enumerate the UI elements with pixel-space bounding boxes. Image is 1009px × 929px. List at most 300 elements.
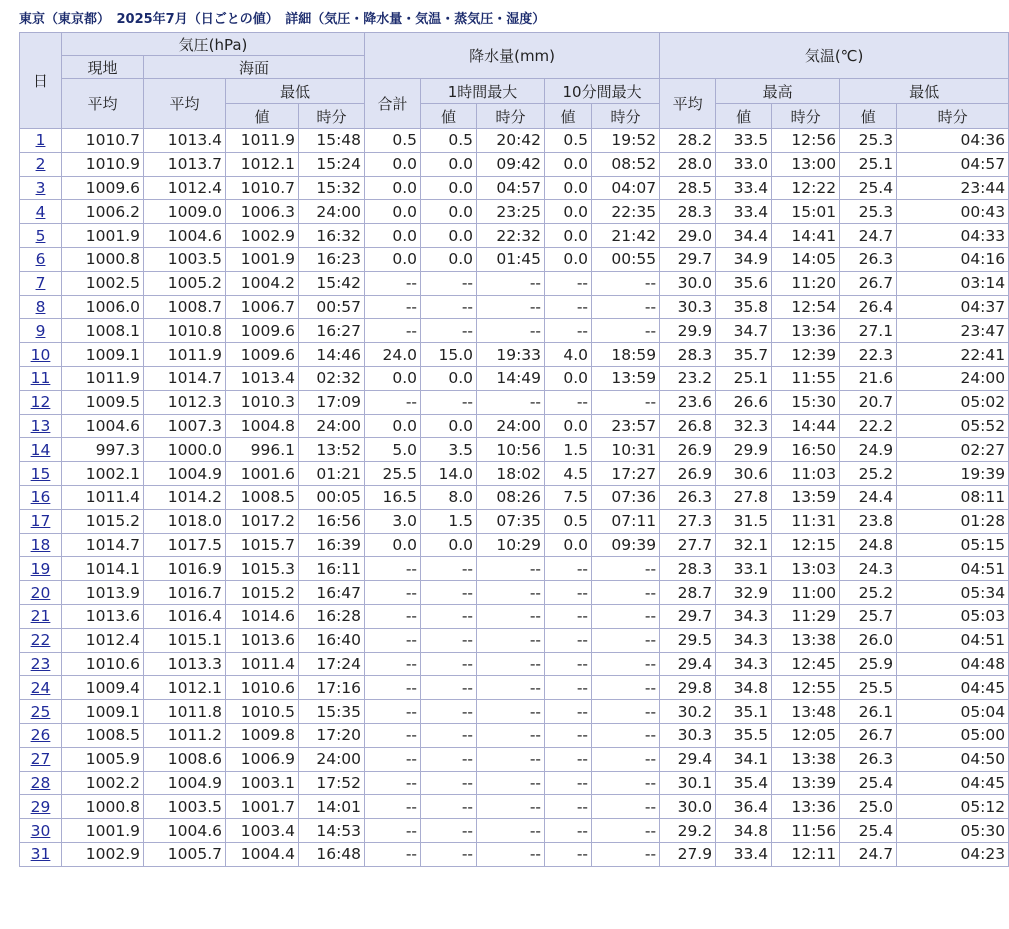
cell-sea-avg: 1014.2 — [144, 485, 226, 509]
cell-temp-min-value: 25.3 — [840, 129, 897, 153]
cell-temp-min-time: 04:51 — [897, 557, 1009, 581]
cell-sea-min-value: 1009.6 — [226, 319, 299, 343]
cell-max10m-time: -- — [592, 581, 660, 605]
cell-temp-avg: 30.0 — [660, 271, 716, 295]
cell-temp-avg: 27.7 — [660, 533, 716, 557]
cell-station-avg: 1010.6 — [62, 652, 144, 676]
cell-precip-total: -- — [365, 747, 421, 771]
cell-sea-min-time: 16:32 — [299, 224, 365, 248]
table-row — [20, 819, 1009, 843]
cell-day — [20, 200, 62, 224]
cell-sea-min-value: 1015.7 — [226, 533, 299, 557]
cell-day — [20, 604, 62, 628]
table-row — [20, 581, 1009, 605]
cell-precip-total: -- — [365, 319, 421, 343]
day-link[interactable]: 25 — [30, 702, 51, 721]
cell-max1h-value: 3.5 — [421, 438, 477, 462]
header-max10m-value: 値 — [545, 104, 592, 129]
cell-temp-min-time: 23:47 — [897, 319, 1009, 343]
cell-precip-total: -- — [365, 581, 421, 605]
table-row — [20, 152, 1009, 176]
cell-max10m-value: -- — [545, 628, 592, 652]
cell-temp-avg: 30.1 — [660, 771, 716, 795]
cell-day — [20, 414, 62, 438]
cell-sea-avg: 1012.4 — [144, 176, 226, 200]
header-temp-min-time: 時分 — [897, 104, 1009, 129]
day-link[interactable]: 5 — [35, 226, 46, 245]
cell-sea-min-time: 16:39 — [299, 533, 365, 557]
cell-sea-avg: 1012.3 — [144, 390, 226, 414]
cell-station-avg: 1010.7 — [62, 129, 144, 153]
cell-day — [20, 628, 62, 652]
cell-temp-max-value: 34.3 — [716, 628, 772, 652]
day-link[interactable]: 17 — [30, 512, 51, 531]
cell-precip-total: 25.5 — [365, 462, 421, 486]
cell-temp-min-time: 04:36 — [897, 129, 1009, 153]
cell-max1h-time: -- — [477, 319, 545, 343]
cell-sea-avg: 1010.8 — [144, 319, 226, 343]
day-link[interactable]: 15 — [30, 464, 51, 483]
cell-day — [20, 676, 62, 700]
cell-max1h-time: -- — [477, 581, 545, 605]
cell-max10m-value: 0.0 — [545, 533, 592, 557]
table-row — [20, 747, 1009, 771]
cell-temp-max-value: 34.3 — [716, 652, 772, 676]
day-link[interactable]: 21 — [30, 607, 51, 626]
cell-sea-min-time: 16:23 — [299, 247, 365, 271]
cell-temp-avg: 23.2 — [660, 366, 716, 390]
cell-max1h-value: 0.5 — [421, 129, 477, 153]
cell-precip-total: 5.0 — [365, 438, 421, 462]
cell-day — [20, 723, 62, 747]
cell-sea-avg: 1000.0 — [144, 438, 226, 462]
cell-max10m-value: -- — [545, 652, 592, 676]
cell-temp-max-time: 14:44 — [772, 414, 840, 438]
header-temperature: 気温(℃) — [660, 33, 1009, 79]
cell-max10m-value: 0.0 — [545, 366, 592, 390]
cell-max10m-time: 08:52 — [592, 152, 660, 176]
cell-max10m-time: 07:11 — [592, 509, 660, 533]
cell-station-avg: 997.3 — [62, 438, 144, 462]
cell-sea-min-time: 15:32 — [299, 176, 365, 200]
cell-temp-max-time: 13:59 — [772, 485, 840, 509]
cell-max1h-time: -- — [477, 628, 545, 652]
cell-station-avg: 1009.1 — [62, 343, 144, 367]
cell-temp-min-value: 25.9 — [840, 652, 897, 676]
cell-temp-avg: 28.7 — [660, 581, 716, 605]
day-link[interactable]: 10 — [30, 345, 51, 364]
cell-sea-min-time: 24:00 — [299, 414, 365, 438]
cell-temp-max-time: 14:05 — [772, 247, 840, 271]
cell-temp-avg: 26.3 — [660, 485, 716, 509]
cell-precip-total: 16.5 — [365, 485, 421, 509]
cell-temp-max-value: 32.9 — [716, 581, 772, 605]
cell-sea-min-value: 1013.4 — [226, 366, 299, 390]
day-link[interactable]: 13 — [30, 416, 51, 435]
header-pressure: 気圧(hPa) — [62, 33, 365, 56]
cell-temp-min-time: 05:30 — [897, 819, 1009, 843]
cell-temp-max-time: 11:56 — [772, 819, 840, 843]
cell-temp-max-value: 34.3 — [716, 604, 772, 628]
cell-max10m-time: 21:42 — [592, 224, 660, 248]
day-link[interactable]: 28 — [30, 773, 51, 792]
cell-max1h-value: 0.0 — [421, 366, 477, 390]
cell-temp-max-time: 11:29 — [772, 604, 840, 628]
cell-temp-min-time: 24:00 — [897, 366, 1009, 390]
cell-max1h-time: -- — [477, 604, 545, 628]
cell-sea-min-value: 1004.8 — [226, 414, 299, 438]
cell-temp-min-time: 02:27 — [897, 438, 1009, 462]
cell-sea-min-time: 16:27 — [299, 319, 365, 343]
day-link[interactable]: 19 — [30, 559, 51, 578]
cell-temp-avg: 30.2 — [660, 700, 716, 724]
cell-sea-min-value: 1001.9 — [226, 247, 299, 271]
cell-precip-total: -- — [365, 295, 421, 319]
day-link[interactable]: 16 — [30, 488, 51, 507]
cell-sea-min-time: 01:21 — [299, 462, 365, 486]
cell-day — [20, 176, 62, 200]
cell-temp-max-time: 12:54 — [772, 295, 840, 319]
cell-station-avg: 1000.8 — [62, 795, 144, 819]
day-link[interactable]: 11 — [30, 369, 51, 388]
cell-max10m-value: 1.5 — [545, 438, 592, 462]
cell-max1h-time: -- — [477, 723, 545, 747]
cell-temp-max-time: 15:30 — [772, 390, 840, 414]
day-link[interactable]: 9 — [35, 321, 46, 340]
cell-max1h-value: -- — [421, 295, 477, 319]
header-max1h-value: 値 — [421, 104, 477, 129]
cell-temp-avg: 29.8 — [660, 676, 716, 700]
cell-temp-min-value: 22.3 — [840, 343, 897, 367]
cell-sea-avg: 1011.8 — [144, 700, 226, 724]
cell-temp-max-time: 12:05 — [772, 723, 840, 747]
cell-max1h-value: -- — [421, 390, 477, 414]
cell-day — [20, 295, 62, 319]
cell-temp-min-value: 26.1 — [840, 700, 897, 724]
cell-sea-min-value: 1001.7 — [226, 795, 299, 819]
table-row — [20, 129, 1009, 153]
cell-temp-avg: 26.9 — [660, 462, 716, 486]
cell-temp-avg: 28.5 — [660, 176, 716, 200]
cell-sea-min-value: 1011.9 — [226, 129, 299, 153]
table-row — [20, 700, 1009, 724]
cell-temp-max-time: 13:39 — [772, 771, 840, 795]
cell-precip-total: -- — [365, 795, 421, 819]
cell-max1h-value: -- — [421, 628, 477, 652]
cell-max10m-value: -- — [545, 819, 592, 843]
day-link[interactable]: 14 — [30, 440, 51, 459]
cell-station-avg: 1009.4 — [62, 676, 144, 700]
cell-max10m-time: -- — [592, 604, 660, 628]
cell-max10m-value: 0.0 — [545, 224, 592, 248]
cell-sea-avg: 1013.7 — [144, 152, 226, 176]
cell-max1h-value: -- — [421, 795, 477, 819]
day-link[interactable]: 30 — [30, 821, 51, 840]
cell-day — [20, 485, 62, 509]
cell-temp-max-value: 35.1 — [716, 700, 772, 724]
cell-sea-min-value: 1017.2 — [226, 509, 299, 533]
cell-temp-max-value: 25.1 — [716, 366, 772, 390]
cell-max10m-time: 19:52 — [592, 129, 660, 153]
cell-temp-avg: 26.9 — [660, 438, 716, 462]
day-link[interactable]: 27 — [30, 750, 51, 769]
cell-temp-min-value: 26.3 — [840, 247, 897, 271]
cell-temp-avg: 28.2 — [660, 129, 716, 153]
cell-precip-total: 0.0 — [365, 414, 421, 438]
cell-sea-avg: 1016.9 — [144, 557, 226, 581]
cell-temp-min-value: 25.4 — [840, 176, 897, 200]
cell-max1h-value: -- — [421, 581, 477, 605]
cell-sea-avg: 1018.0 — [144, 509, 226, 533]
header-precipitation: 降水量(mm) — [365, 33, 660, 79]
cell-temp-max-value: 33.4 — [716, 176, 772, 200]
cell-day — [20, 533, 62, 557]
cell-sea-min-time: 17:52 — [299, 771, 365, 795]
cell-precip-total: 0.0 — [365, 533, 421, 557]
cell-temp-max-time: 12:15 — [772, 533, 840, 557]
cell-max1h-value: -- — [421, 557, 477, 581]
cell-station-avg: 1002.9 — [62, 842, 144, 866]
cell-precip-total: -- — [365, 604, 421, 628]
cell-temp-max-value: 32.3 — [716, 414, 772, 438]
cell-max10m-value: -- — [545, 581, 592, 605]
cell-temp-avg: 28.0 — [660, 152, 716, 176]
cell-temp-max-time: 13:00 — [772, 152, 840, 176]
cell-sea-avg: 1009.0 — [144, 200, 226, 224]
cell-max10m-time: 07:36 — [592, 485, 660, 509]
cell-temp-max-time: 13:03 — [772, 557, 840, 581]
cell-temp-min-time: 05:04 — [897, 700, 1009, 724]
day-link[interactable]: 6 — [35, 250, 46, 269]
cell-max10m-value: -- — [545, 700, 592, 724]
cell-max1h-time: 22:32 — [477, 224, 545, 248]
cell-temp-max-value: 33.0 — [716, 152, 772, 176]
cell-sea-min-value: 1010.3 — [226, 390, 299, 414]
cell-temp-max-time: 11:20 — [772, 271, 840, 295]
cell-max1h-value: -- — [421, 676, 477, 700]
cell-temp-max-value: 31.5 — [716, 509, 772, 533]
cell-max1h-value: 0.0 — [421, 414, 477, 438]
cell-sea-min-value: 1013.6 — [226, 628, 299, 652]
day-link[interactable]: 1 — [35, 131, 46, 150]
day-link[interactable]: 3 — [35, 178, 46, 197]
cell-temp-avg: 29.0 — [660, 224, 716, 248]
cell-max1h-value: -- — [421, 319, 477, 343]
table-row — [20, 628, 1009, 652]
cell-precip-total: 0.0 — [365, 366, 421, 390]
cell-sea-avg: 1003.5 — [144, 247, 226, 271]
cell-max10m-time: -- — [592, 771, 660, 795]
cell-day — [20, 462, 62, 486]
day-link[interactable]: 2 — [35, 155, 46, 174]
cell-sea-avg: 1013.3 — [144, 652, 226, 676]
cell-sea-min-time: 00:05 — [299, 485, 365, 509]
header-max10m-time: 時分 — [592, 104, 660, 129]
cell-station-avg: 1000.8 — [62, 247, 144, 271]
header-precip-max-10m: 10分間最大 — [545, 79, 660, 104]
cell-temp-max-value: 36.4 — [716, 795, 772, 819]
cell-max1h-value: -- — [421, 652, 477, 676]
cell-max1h-value: 15.0 — [421, 343, 477, 367]
cell-station-avg: 1013.6 — [62, 604, 144, 628]
cell-max10m-time: 09:39 — [592, 533, 660, 557]
day-link[interactable]: 24 — [30, 678, 51, 697]
day-link[interactable]: 4 — [35, 202, 46, 221]
cell-station-avg: 1011.4 — [62, 485, 144, 509]
cell-temp-min-value: 24.4 — [840, 485, 897, 509]
cell-sea-min-value: 1008.5 — [226, 485, 299, 509]
cell-max1h-time: -- — [477, 700, 545, 724]
cell-max10m-value: -- — [545, 676, 592, 700]
cell-max1h-value: -- — [421, 723, 477, 747]
header-sea-min-value: 値 — [226, 104, 299, 129]
cell-sea-min-time: 17:16 — [299, 676, 365, 700]
cell-station-avg: 1004.6 — [62, 414, 144, 438]
cell-temp-max-value: 34.4 — [716, 224, 772, 248]
cell-station-avg: 1014.1 — [62, 557, 144, 581]
cell-max10m-value: -- — [545, 295, 592, 319]
day-link[interactable]: 29 — [30, 797, 51, 816]
day-link[interactable]: 8 — [35, 297, 46, 316]
cell-sea-min-value: 1010.5 — [226, 700, 299, 724]
cell-station-avg: 1013.9 — [62, 581, 144, 605]
cell-temp-max-time: 12:56 — [772, 129, 840, 153]
cell-max10m-value: 0.0 — [545, 152, 592, 176]
cell-sea-avg: 1012.1 — [144, 676, 226, 700]
cell-sea-min-time: 16:56 — [299, 509, 365, 533]
cell-temp-avg: 29.9 — [660, 319, 716, 343]
table-row — [20, 771, 1009, 795]
day-link[interactable]: 22 — [30, 631, 51, 650]
cell-sea-min-time: 16:47 — [299, 581, 365, 605]
cell-sea-min-value: 996.1 — [226, 438, 299, 462]
cell-max1h-time: 10:56 — [477, 438, 545, 462]
cell-temp-max-value: 35.8 — [716, 295, 772, 319]
cell-max10m-time: -- — [592, 295, 660, 319]
cell-max1h-value: 8.0 — [421, 485, 477, 509]
day-link[interactable]: 7 — [35, 274, 46, 293]
cell-day — [20, 652, 62, 676]
day-link[interactable]: 23 — [30, 654, 51, 673]
cell-temp-max-value: 34.8 — [716, 819, 772, 843]
cell-max10m-value: -- — [545, 390, 592, 414]
table-row — [20, 604, 1009, 628]
header-sea-min: 最低 — [226, 79, 365, 104]
header-max1h-time: 時分 — [477, 104, 545, 129]
cell-sea-min-time: 24:00 — [299, 747, 365, 771]
cell-max1h-time: -- — [477, 271, 545, 295]
cell-station-avg: 1009.1 — [62, 700, 144, 724]
day-link[interactable]: 18 — [30, 535, 51, 554]
cell-temp-min-time: 05:03 — [897, 604, 1009, 628]
cell-sea-avg: 1016.7 — [144, 581, 226, 605]
day-link[interactable]: 12 — [30, 393, 51, 412]
cell-max10m-time: 10:31 — [592, 438, 660, 462]
cell-max1h-value: -- — [421, 842, 477, 866]
cell-sea-min-value: 1002.9 — [226, 224, 299, 248]
cell-temp-avg: 29.2 — [660, 819, 716, 843]
cell-day — [20, 819, 62, 843]
cell-max1h-value: -- — [421, 700, 477, 724]
cell-precip-total: -- — [365, 723, 421, 747]
cell-max1h-value: 0.0 — [421, 176, 477, 200]
day-link[interactable]: 31 — [30, 845, 51, 864]
cell-day — [20, 842, 62, 866]
table-row — [20, 271, 1009, 295]
cell-sea-min-time: 16:11 — [299, 557, 365, 581]
cell-sea-avg: 1004.9 — [144, 771, 226, 795]
cell-temp-min-value: 25.3 — [840, 200, 897, 224]
cell-temp-min-time: 08:11 — [897, 485, 1009, 509]
cell-temp-min-time: 05:15 — [897, 533, 1009, 557]
table-row — [20, 462, 1009, 486]
cell-precip-total: 24.0 — [365, 343, 421, 367]
page-title: 東京（東京都） 2025年7月（日ごとの値） 詳細（気圧・降水量・気温・蒸気圧・湿度） — [19, 12, 546, 27]
header-station-pressure: 現地 — [62, 56, 144, 79]
cell-precip-total: 0.0 — [365, 247, 421, 271]
day-link[interactable]: 20 — [30, 583, 51, 602]
cell-sea-min-time: 00:57 — [299, 295, 365, 319]
cell-temp-max-time: 13:38 — [772, 747, 840, 771]
cell-temp-min-time: 04:37 — [897, 295, 1009, 319]
cell-sea-avg: 1007.3 — [144, 414, 226, 438]
cell-temp-max-time: 12:11 — [772, 842, 840, 866]
day-link[interactable]: 26 — [30, 726, 51, 745]
cell-day — [20, 224, 62, 248]
cell-max10m-value: -- — [545, 723, 592, 747]
cell-max10m-time: -- — [592, 700, 660, 724]
cell-max1h-time: 14:49 — [477, 366, 545, 390]
cell-day — [20, 771, 62, 795]
cell-sea-avg: 1005.7 — [144, 842, 226, 866]
cell-sea-min-value: 1010.6 — [226, 676, 299, 700]
cell-sea-min-value: 1009.8 — [226, 723, 299, 747]
header-temp-min-value: 値 — [840, 104, 897, 129]
cell-temp-max-time: 14:41 — [772, 224, 840, 248]
cell-day — [20, 581, 62, 605]
cell-max1h-time: 24:00 — [477, 414, 545, 438]
table-row — [20, 795, 1009, 819]
cell-max10m-time: 17:27 — [592, 462, 660, 486]
cell-max1h-value: -- — [421, 747, 477, 771]
cell-max10m-value: 0.5 — [545, 129, 592, 153]
cell-day — [20, 152, 62, 176]
cell-sea-avg: 1004.9 — [144, 462, 226, 486]
cell-temp-max-time: 16:50 — [772, 438, 840, 462]
cell-day — [20, 438, 62, 462]
cell-temp-max-time: 12:22 — [772, 176, 840, 200]
cell-sea-avg: 1016.4 — [144, 604, 226, 628]
cell-max10m-value: -- — [545, 747, 592, 771]
table-row — [20, 343, 1009, 367]
cell-max10m-time: -- — [592, 676, 660, 700]
cell-precip-total: -- — [365, 557, 421, 581]
cell-temp-min-time: 04:50 — [897, 747, 1009, 771]
cell-temp-min-value: 23.8 — [840, 509, 897, 533]
cell-precip-total: -- — [365, 390, 421, 414]
cell-max1h-value: -- — [421, 271, 477, 295]
cell-max10m-time: 18:59 — [592, 343, 660, 367]
cell-precip-total: 0.0 — [365, 176, 421, 200]
cell-temp-avg: 29.4 — [660, 652, 716, 676]
cell-max1h-value: -- — [421, 819, 477, 843]
cell-temp-avg: 28.3 — [660, 200, 716, 224]
cell-max1h-time: 23:25 — [477, 200, 545, 224]
cell-max10m-value: -- — [545, 271, 592, 295]
cell-max1h-time: 07:35 — [477, 509, 545, 533]
cell-temp-min-value: 22.2 — [840, 414, 897, 438]
cell-day — [20, 271, 62, 295]
